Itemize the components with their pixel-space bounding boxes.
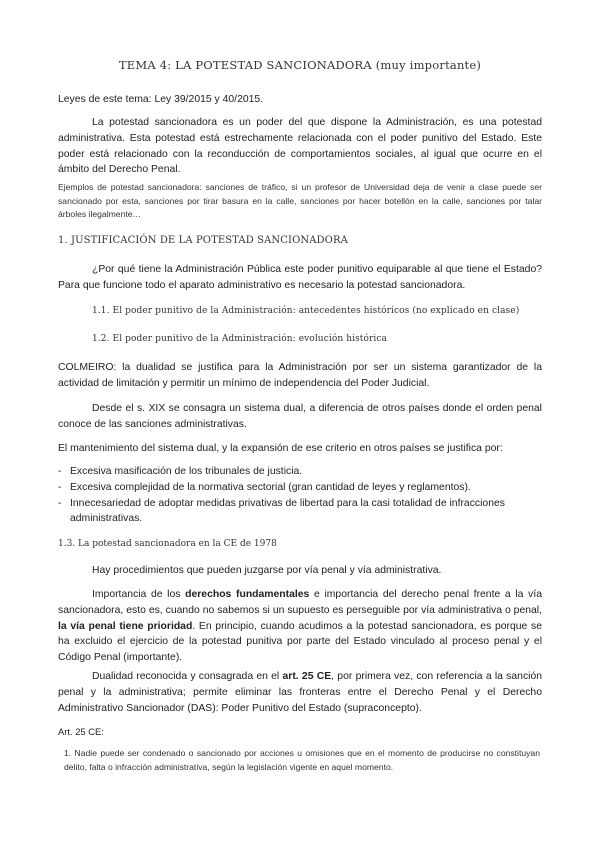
bold-art25: art. 25 CE bbox=[282, 671, 332, 682]
subsection-1-1-heading: 1.1. El poder punitivo de la Administración: antecedentes históricos (no explicado en clase) bbox=[92, 306, 520, 316]
bold-derechos: derechos fundamentales bbox=[185, 589, 310, 600]
colmeiro-paragraph: COLMEIRO: la dualidad se justifica para la Administración por ser un sistema garantizador de la actividad de limitación y permitir un mínimo de independencia del Poder Judicial. bbox=[58, 362, 542, 389]
leyes-line: Leyes de este tema: Ley 39/2015 y 40/2015. bbox=[58, 94, 264, 105]
dash-bullet: - bbox=[58, 481, 62, 493]
intro-paragraph: La potestad sancionadora es un poder del que dispone la Administración, es una potestad administrativa. Esta potestad está estrechamente relacionada con el poder punitivo del Estado. Este poder está relacionado con la reconducción de comportamientos sociales, al igual que ocurre en el ámbito del Derecho Penal. bbox=[58, 117, 542, 176]
dualidad-paragraph: Dualidad reconocida y consagrada en el art. 25 CE, por primera vez, con referencia a la sanción penal y la administrativa; permite eliminar las fronteras entre el Derecho Penal y el Derecho Administrativo Sancionador (DAS): Poder Punitivo del Estado (supraconcepto). bbox=[58, 671, 543, 714]
desde-paragraph: Desde el s. XIX se consagra un sistema dual, a diferencia de otros países donde el orden penal conoce de las sanciones administrativas. bbox=[58, 403, 542, 430]
bold-via-penal: la vía penal tiene prioridad bbox=[58, 620, 193, 632]
list-item: - Innecesariedad de adoptar medidas privativas de libertad para la casi totalidad de infracciones administrativas. bbox=[58, 497, 505, 525]
question-paragraph: ¿Por qué tiene la Administración Pública este poder punitivo equiparable al que tiene el Estado? Para que funcione todo el aparato administrativo es necesario la potestad sancionadora. bbox=[58, 264, 542, 291]
art25-item-1: 1. Nadie puede ser condenado o sancionado por acciones u omisiones que en el momento de producirse no constituyan delito, falta o infracción administrativa, según la legislación vigente en aquel momento. bbox=[64, 748, 540, 772]
art25-label: Art. 25 CE: bbox=[58, 726, 104, 737]
section-1-heading: 1. JUSTIFICACIÓN DE LA POTESTAD SANCIONADORA bbox=[58, 235, 348, 246]
art25-list bbox=[64, 746, 540, 774]
subsection-1-2-heading: 1.2. El poder punitivo de la Administración: evolución histórica bbox=[92, 334, 388, 344]
subsection-1-3-heading: 1.3. La potestad sancionadora en la CE de 1978 bbox=[58, 539, 277, 549]
justification-list bbox=[58, 464, 542, 527]
dash-bullet: - bbox=[58, 497, 62, 509]
ejemplos-paragraph: Ejemplos de potestad sancionadora: sanciones de tráfico, si un profesor de Universidad deja de venir a clase puede ser sancionado por esta, sanciones por tirar basura en la calle, sanciones por hacer botellón en la calle, sanciones por talar árboles ilegalmente… bbox=[58, 182, 542, 219]
importancia-paragraph: Importancia de los derechos fundamentales e importancia del derecho penal frente a la vía sancionadora, esto es, cuando no sabemos si un supuesto es perseguible por vía administrativa o penal, la vía penal tiene prioridad. En principio, cuando acudimos a la potestad sancionadora, es porque se ha excluido el ejercicio de la potestad punitiva por parte del Estado vinculado al proceso penal y el Código Penal (importante). bbox=[58, 589, 542, 664]
list-item: - Excesiva masificación de los tribunales de justicia. bbox=[58, 464, 542, 480]
hay-paragraph: Hay procedimientos que pueden juzgarse por vía penal y vía administrativa. bbox=[92, 565, 442, 576]
page-title: TEMA 4: LA POTESTAD SANCIONADORA (muy importante) bbox=[118, 58, 482, 72]
dash-bullet: - bbox=[58, 466, 62, 477]
list-item: - Excesiva complejidad de la normativa sectorial (gran cantidad de leyes y reglamentos). bbox=[58, 480, 542, 496]
mantenimiento-paragraph: El mantenimiento del sistema dual, y la expansión de ese criterio en otros países se justifica por: bbox=[58, 443, 503, 454]
